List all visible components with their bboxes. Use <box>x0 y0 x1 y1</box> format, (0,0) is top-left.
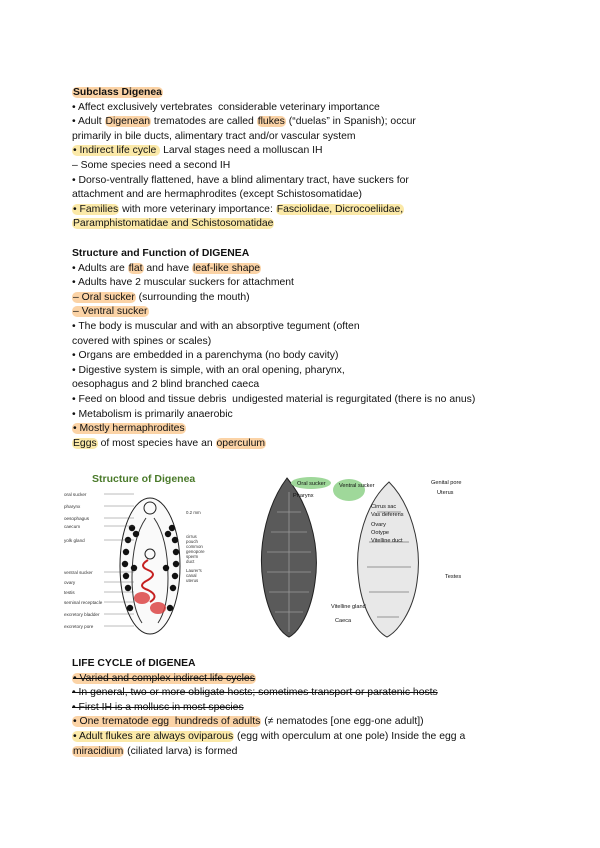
figure-label: testis <box>64 590 75 595</box>
figure-label: Cirrus sac <box>371 504 397 510</box>
figure-label: Caeca <box>335 618 352 624</box>
yolk-gland-dot <box>172 573 178 579</box>
text-run: miracidium <box>73 745 124 757</box>
figure-label: pouch <box>186 539 198 544</box>
figure-label: Oral sucker <box>297 481 326 487</box>
figure-label: caecum <box>64 524 81 529</box>
text-run: (≠ nematodes [one egg-one adult]) <box>261 716 424 728</box>
yolk-gland-dot <box>122 561 128 567</box>
yolk-gland-dot <box>123 549 129 555</box>
text-line <box>72 101 542 116</box>
yolk-gland-dot <box>165 531 171 537</box>
text-line <box>72 715 542 730</box>
figure-label: Uterus <box>437 490 454 496</box>
text-run: Eggs <box>73 437 97 449</box>
text-line <box>72 305 542 320</box>
text-line <box>72 159 542 174</box>
figure-label: seminal receptacle <box>64 600 103 605</box>
text-line <box>72 672 542 687</box>
section-heading <box>72 86 542 101</box>
figure-label: canal <box>186 573 197 578</box>
text-section <box>72 86 542 232</box>
text-run: • Organs are embedded in a parenchyma (no body cavity) <box>72 350 339 362</box>
yolk-gland-dot <box>170 585 176 591</box>
text-run: • Adult flukes are always oviparous <box>73 730 234 742</box>
text-line <box>72 320 542 335</box>
text-run: – Oral sucker <box>73 291 135 303</box>
text-run: • Adults have 2 muscular suckers for attachment <box>72 277 294 289</box>
testis-shape <box>134 592 150 604</box>
text-run: operculum <box>216 437 266 449</box>
section-heading <box>72 657 542 672</box>
figure-label: Laurer's <box>186 568 202 573</box>
text-line <box>72 378 542 393</box>
yolk-gland-dot <box>125 585 131 591</box>
fluke-body-outline <box>120 498 180 634</box>
text-run: Structure and Function of DIGENEA <box>72 248 250 259</box>
text-run: • Indirect life cycle <box>73 145 160 157</box>
yolk-gland-dot <box>123 573 129 579</box>
text-run: flukes <box>257 116 285 128</box>
yolk-gland-dot <box>167 605 173 611</box>
text-run: • Digestive system is simple, with an oral opening, pharynx, <box>72 364 345 376</box>
text-run: • The body is muscular and with an absorptive tegument (often <box>72 320 360 332</box>
figure-label: duct <box>186 559 195 564</box>
text-section <box>72 247 542 451</box>
figure-label: Genital pore <box>431 480 462 486</box>
text-run: • Affect exclusively vertebrates considerable veterinary importance <box>72 101 380 113</box>
text-run: flat <box>128 262 143 274</box>
text-run: (ciliated larva) is formed <box>124 745 238 757</box>
text-run: • Dorso-ventrally flattened, have a blind alimentary tract, have suckers for <box>72 174 409 186</box>
figure-label: cirrus <box>186 534 197 539</box>
text-line <box>72 291 542 306</box>
text-run: • Varied and complex indirect life cycles <box>73 672 255 684</box>
text-run: • First IH is a mollusc in most species <box>72 701 244 713</box>
figure-label: Vas deferens <box>371 512 404 518</box>
figure-label: excretory bladder <box>64 612 100 617</box>
text-run: – Ventral sucker <box>73 306 148 318</box>
text-run: covered with spines or scales) <box>72 335 212 347</box>
figures-row <box>62 468 482 648</box>
text-run: oesophagus and 2 blind branched caeca <box>72 379 260 391</box>
figure-label: common <box>186 544 203 549</box>
figure-label: Ovary <box>371 522 386 528</box>
text-run: leaf-like shape <box>193 262 261 274</box>
text-line <box>72 422 542 437</box>
figure-label: oral sucker <box>64 492 87 497</box>
yolk-gland-dot <box>173 561 179 567</box>
yolk-gland-dot <box>133 531 139 537</box>
text-run: Subclass Digenea <box>73 87 162 98</box>
text-run: • Feed on blood and tissue debris undigested material is regurgitated (there is no anus) <box>72 393 476 405</box>
figure-label: 0.2 mm <box>186 510 201 515</box>
text-run: of most species have an <box>97 437 216 449</box>
fluke-anatomy-figure <box>249 472 493 640</box>
text-line <box>72 262 542 277</box>
text-run: (egg with operculum at one pole) Inside the egg a <box>234 730 466 742</box>
text-line <box>72 130 542 145</box>
figure-label: yolk gland <box>64 538 85 543</box>
text-section <box>72 657 542 759</box>
text-line <box>72 115 542 130</box>
yolk-gland-dot <box>172 537 178 543</box>
figure-label: pharynx <box>64 504 81 509</box>
figure-label: excretory pore <box>64 624 94 629</box>
text-run: LIFE CYCLE of DIGENEA <box>72 658 196 669</box>
text-line <box>72 364 542 379</box>
figure-label: genopore <box>186 549 205 554</box>
text-run: • Adults are <box>72 262 128 274</box>
text-run: primarily in bile ducts, alimentary tract and/or vascular system <box>72 130 356 142</box>
figure-label: uterus <box>186 578 199 583</box>
text-run: (“duelas” in Spanish); occur <box>285 116 416 128</box>
text-run: and have <box>143 262 193 274</box>
yolk-gland-dot <box>163 565 169 571</box>
text-line <box>72 203 542 218</box>
yolk-gland-dot <box>129 525 135 531</box>
text-line <box>72 701 542 716</box>
text-line <box>72 174 542 189</box>
yolk-gland-dot <box>173 549 179 555</box>
text-line <box>72 335 542 350</box>
text-line <box>72 144 542 159</box>
figure-label: Ootype <box>371 530 390 536</box>
figure-left-title: Structure of Digenea <box>92 473 196 485</box>
text-run: • Metabolism is primarily anaerobic <box>72 408 233 420</box>
text-run: (surrounding the mouth) <box>135 291 250 303</box>
text-line <box>72 276 542 291</box>
yolk-gland-dot <box>169 525 175 531</box>
text-run: • In general, two or more obligate hosts; sometimes transport or paratenic hosts <box>72 687 438 699</box>
text-run: • Mostly hermaphrodites <box>73 423 185 435</box>
text-line <box>72 393 542 408</box>
text-run: • Families <box>73 203 119 215</box>
figure-left-labels-right <box>186 510 205 583</box>
section-heading <box>72 247 542 262</box>
figure-label: Ventral sucker <box>339 483 375 489</box>
digenea-structure-figure <box>62 468 212 646</box>
text-line <box>72 349 542 364</box>
text-run: Larval stages need a molluscan IH <box>160 145 323 157</box>
text-run: Fasciolidae, Dicrocoeliidae, <box>276 203 404 215</box>
yolk-gland-dot <box>127 605 133 611</box>
text-line <box>72 188 542 203</box>
figure-label: Vitelline gland <box>331 604 366 610</box>
testis-shape <box>150 602 166 614</box>
text-run: • One trematode egg hundreds of adults <box>73 716 261 728</box>
figure-label: Vitelline duct <box>371 538 403 544</box>
text-run: Paramphistomatidae and Schistosomatidae <box>73 218 274 230</box>
text-line <box>72 217 542 232</box>
text-run: attachment and are hermaphrodites (except Schistosomatidae) <box>72 189 362 201</box>
text-line <box>72 686 542 701</box>
figure-label: ovary <box>64 580 76 585</box>
yolk-gland-dot <box>131 565 137 571</box>
figure-label: Pharynx <box>293 493 314 499</box>
figure-label: oesophagus <box>64 516 90 521</box>
text-line <box>72 408 542 423</box>
text-run: • Adult <box>72 116 105 128</box>
figure-label: sperm <box>186 554 199 559</box>
text-run: with more veterinary importance: <box>119 203 276 215</box>
text-line <box>72 437 542 452</box>
text-run: trematodes are called <box>151 116 257 128</box>
figure-label: ventral sucker <box>64 570 93 575</box>
figure-label: Testes <box>445 574 462 580</box>
text-line <box>72 745 542 760</box>
text-run: – Some species need a second IH <box>72 159 231 171</box>
text-run: Digenean <box>105 116 151 128</box>
text-line <box>72 730 542 745</box>
